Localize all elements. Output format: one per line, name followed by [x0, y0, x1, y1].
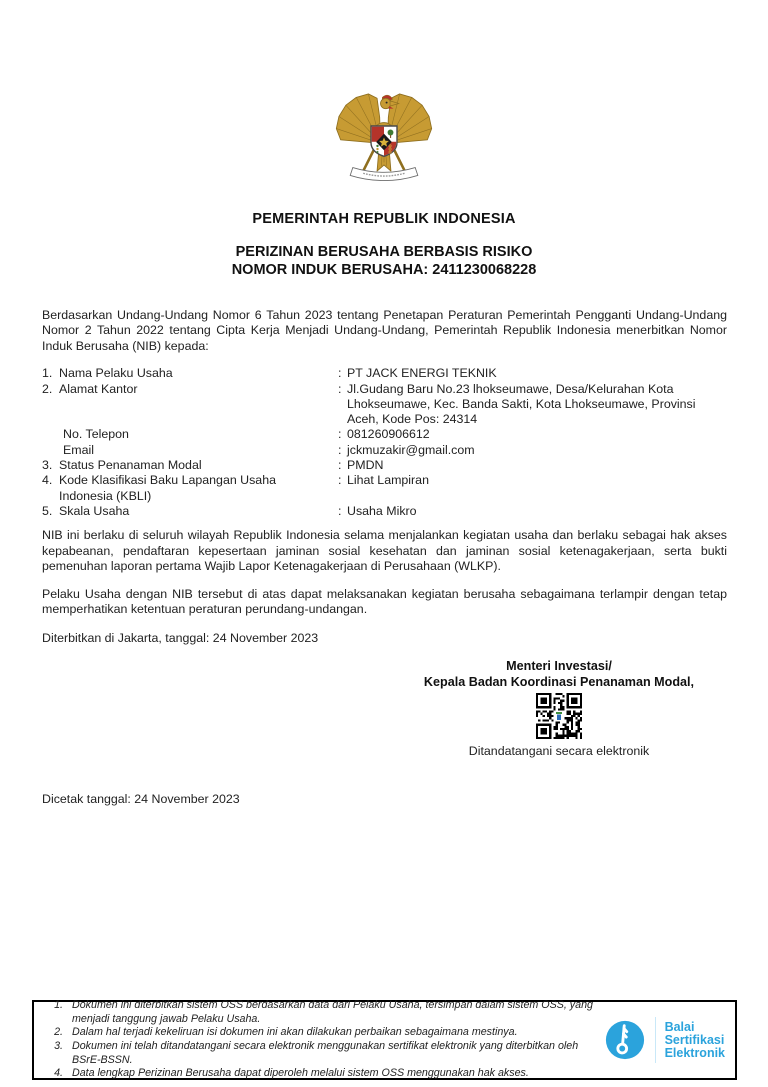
- field-number: 2.: [42, 381, 53, 396]
- field-label: No. Telepon: [63, 427, 129, 442]
- logo-text: [665, 1021, 725, 1060]
- field-row: [42, 366, 727, 381]
- field-label: Nama Pelaku Usaha: [59, 366, 173, 381]
- field-separator: :: [338, 427, 342, 442]
- qr-code-canvas: [536, 693, 582, 739]
- field-value: 081260906612: [347, 427, 430, 442]
- field-label: Skala Usaha: [59, 503, 130, 518]
- field-value: Jl.Gudang Baru No.23 lhokseumawe, Desa/Kelurahan Kota Lhokseumawe, Kec. Banda Sakti, Kota Lhokseumawe, Provinsi Aceh, Kode Pos: 24314: [347, 381, 696, 427]
- signatory-title-line2: Kepala Badan Koordinasi Penanaman Modal,: [423, 675, 695, 690]
- footer-note: 1. Dokumen ini diterbitkan sistem OSS berdasarkan data dari Pelaku Usaha, tersimpan dalam sistem OSS, yang menjadi tanggung jawab Pelaku Usaha.: [66, 999, 604, 1026]
- signature-block: [389, 658, 729, 759]
- signatory-title-line1: Menteri Investasi/: [506, 659, 612, 674]
- footer-note: 3. Dokumen ini telah ditandatangani secara elektronik menggunakan sertifikat elektronik yang diterbitkan oleh BSrE-BSSN.: [66, 1040, 604, 1067]
- logo-text-line3: Elektronik: [664, 1045, 725, 1060]
- intro-paragraph: Berdasarkan Undang-Undang Nomor 6 Tahun 2023 tentang Penetapan Peraturan Pemerintah Pengganti Undang-Undang Nomor 2 Tahun 2022 tentang Cipta Kerja Menjadi Undang-Undang, Pemerintah Republik Indonesia menerbitkan Nomor Induk Berusaha (NIB) kepada:: [42, 308, 727, 353]
- field-separator: :: [338, 473, 342, 488]
- fields-list: [42, 366, 727, 519]
- field-separator: :: [338, 503, 342, 518]
- field-value: PT JACK ENERGI TEKNIK: [347, 366, 497, 381]
- bsre-key-icon: [604, 1019, 646, 1061]
- footer-notes-list: [36, 999, 604, 1081]
- footer-note: 4. Data lengkap Perizinan Berusaha dapat diperoleh melalui sistem OSS menggunakan hak akses.: [66, 1067, 604, 1081]
- body-paragraph-1: NIB ini berlaku di seluruh wilayah Republik Indonesia selama menjalankan kegiatan usaha dan berlaku sebagai hak akses kepabeanan, pendaftaran kepesertaan jaminan sosial kesehatan dan jaminan sosial ketenagakerjaan, serta bukti pemenuhan laporan pertama Wajib Lapor Ketenagakerjaan di Perusahaan (WLKP).: [42, 528, 727, 573]
- logo-divider: [655, 1017, 656, 1063]
- field-number: 4.: [42, 473, 53, 488]
- field-value: PMDN: [347, 458, 384, 473]
- logo-text-line2: Sertifikasi: [664, 1032, 725, 1047]
- field-label: Kode Klasifikasi Baku Lapangan Usaha Indonesia (KBLI): [59, 473, 276, 503]
- garuda-pancasila-icon: [332, 93, 436, 185]
- field-separator: :: [338, 381, 342, 396]
- field-number: [42, 427, 59, 442]
- balai-sertifikasi-elektronik-logo: [604, 1017, 725, 1063]
- document-number: NOMOR INDUK BERUSAHA: 2411230068228: [231, 261, 537, 278]
- field-label: Email: [63, 442, 94, 457]
- field-separator: :: [338, 458, 342, 473]
- field-row: [42, 458, 727, 473]
- field-row: [42, 504, 727, 519]
- field-row: [42, 427, 727, 442]
- field-number: [42, 443, 59, 458]
- body-paragraph-2: Pelaku Usaha dengan NIB tersebut di atas dapat melaksanakan kegiatan berusaha sebagaimana terlampir dengan tetap memperhatikan ketentuan peraturan perundang-undangan.: [42, 587, 727, 617]
- government-title: PEMERINTAH REPUBLIK INDONESIA: [252, 211, 516, 227]
- field-number: 1.: [42, 366, 53, 381]
- field-separator: :: [338, 442, 342, 457]
- field-value: Lihat Lampiran: [347, 473, 429, 488]
- field-number: 5.: [42, 503, 53, 518]
- field-value: jckmuzakir@gmail.com: [347, 442, 475, 457]
- field-row: [42, 473, 727, 504]
- field-row: [42, 443, 727, 458]
- printed-date-line: Dicetak tanggal: 24 November 2023: [42, 791, 240, 806]
- footer-disclaimer-box: [32, 1000, 737, 1080]
- field-label: Status Penanaman Modal: [59, 458, 202, 473]
- field-value: Usaha Mikro: [347, 503, 417, 518]
- electronic-signature-note: Ditandatangani secara elektronik: [468, 744, 650, 759]
- footer-note: 2. Dalam hal terjadi kekeliruan isi dokumen ini akan dilakukan perbaikan sebagaimana mestinya.: [66, 1026, 604, 1040]
- field-label: Alamat Kantor: [59, 381, 138, 396]
- garuda-pancasila-emblem: [0, 0, 768, 185]
- field-row: [42, 382, 727, 428]
- document-title: PERIZINAN BERUSAHA BERBASIS RISIKO: [235, 244, 533, 260]
- issued-line: Diterbitkan di Jakarta, tanggal: 24 November 2023: [42, 630, 319, 645]
- logo-text-line1: Balai: [664, 1019, 695, 1034]
- field-number: 3.: [42, 458, 53, 473]
- field-separator: :: [338, 366, 342, 381]
